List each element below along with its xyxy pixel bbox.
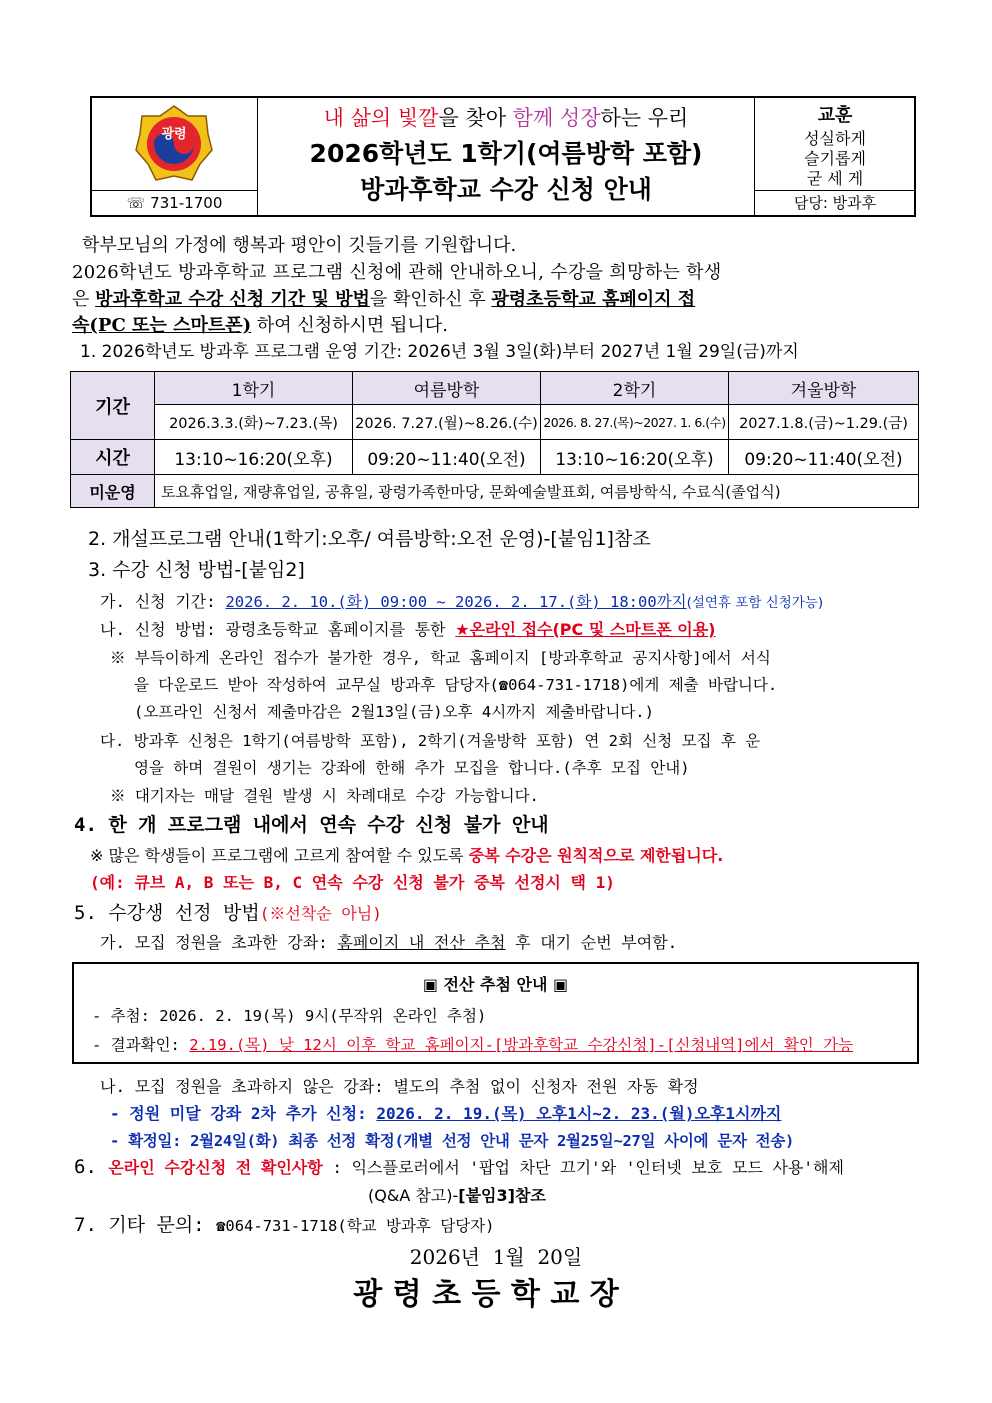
intro-line3-a: 은 <box>72 289 96 310</box>
intro-line3-c: 을 확인하신 후 <box>369 289 492 310</box>
lottery-result <box>92 1035 853 1055</box>
time-header: 시간 <box>71 440 155 475</box>
section6-title: 온라인 수강신청 전 확인사항 <box>108 1158 323 1177</box>
document-date: 2026년 1월 20일 <box>409 1245 583 1269</box>
semester-label: 여름방학 <box>353 372 541 405</box>
title-line2: 방과후학교 수강 신청 안내 <box>360 175 652 204</box>
slogan-part4: 하는 우리 <box>600 106 689 130</box>
slogan-part2: 을 찾아 <box>438 106 513 130</box>
slogan-part1: 내 삶의 빛깔 <box>323 106 439 130</box>
intro-line3 <box>72 290 695 310</box>
recruit-note2: 영을 하며 결원이 생기는 강좌에 한해 추가 모집을 합니다.(추후 모집 안내) <box>134 759 690 777</box>
intro-line1: 학부모님의 가정에 행복과 평안이 깃들기를 기원합니다. <box>82 235 517 256</box>
class-time: 09:20~11:40(오전) <box>729 440 919 475</box>
second-round-label: - 정원 미달 강좌 2차 추가 신청: <box>110 1104 377 1123</box>
over-capacity-lottery: 홈페이지 내 전산 추첨 <box>337 933 506 952</box>
section6-qa: (Q&A 참고)- <box>368 1186 459 1205</box>
off-header: 미운영 <box>71 475 155 508</box>
contact-phone: ☎064-731-1718(학교 방과후 담당자) <box>216 1217 495 1235</box>
recruit-note1: 다. 방과후 신청은 1학기(여름방학 포함), 2학기(겨울방학 포함) 연 2회 신청 모집 후 운 <box>100 732 761 750</box>
over-capacity-label: 가. 모집 정원을 초과한 강좌: <box>100 933 338 952</box>
lottery-result-value: 2.19.(목) 낮 12시 이후 학교 홈페이지-[방과후학교 수강신청]-[신청내역]에서 확인 가능 <box>189 1036 854 1054</box>
section2-heading: 2. 개설프로그램 안내(1학기:오후/ 여름방학:오전 운영)-[붙임1]참조 <box>88 528 651 550</box>
second-round-period: 2026. 2. 19.(목) 오후1시~2. 23.(월)오후1시까지 <box>376 1104 782 1123</box>
section6-number: 6. <box>74 1156 109 1178</box>
intro-line2: 2026학년도 방과후학교 프로그램 신청에 관해 안내하오니, 수강을 희망하는 학생 <box>72 262 722 283</box>
duplicate-note-a: ※ 많은 학생들이 프로그램에 고르게 참여할 수 있도록 <box>90 846 469 865</box>
title-cell <box>258 98 754 215</box>
school-emblem-icon <box>134 104 214 184</box>
signer: 광 령 초 등 학 교 장 <box>353 1277 619 1312</box>
over-capacity-tail: 후 대기 순번 부여함. <box>505 933 678 952</box>
semester-label: 1학기 <box>155 372 353 405</box>
intro-line4-b: 하여 신청하시면 됩니다. <box>251 315 448 336</box>
section4-heading: 4. 한 개 프로그램 내에서 연속 수강 신청 불가 안내 <box>74 814 549 836</box>
section7-heading <box>74 1213 495 1238</box>
semester-label: 겨울방학 <box>729 372 919 405</box>
section6-heading <box>74 1157 844 1178</box>
section7-title: 7. 기타 문의: <box>74 1214 217 1236</box>
period-date: 2026.3.3.(화)~7.23.(목) <box>155 405 353 440</box>
apply-period-note: (설연휴 포함 신청가능) <box>686 595 824 611</box>
lottery-title: ▣ 전산 추첨 안내 ▣ <box>422 975 569 994</box>
motto-line: 굳 세 게 <box>806 169 864 188</box>
apply-period <box>100 592 823 613</box>
lottery-date: - 추첨: 2026. 2. 19(목) 9시(무작위 온라인 추첨) <box>92 1007 487 1025</box>
section5-title: 5. 수강생 선정 방법 <box>74 902 260 924</box>
section6-ref <box>368 1186 546 1206</box>
lottery-result-label: - 결과확인: <box>92 1036 190 1054</box>
duplicate-example: (예: 큐브 A, B 또는 B, C 연속 수강 신청 불가 중복 선정시 택 1) <box>90 873 615 892</box>
semester-label: 2학기 <box>541 372 729 405</box>
apply-period-label: 가. 신청 기간: <box>100 592 226 611</box>
motto-line: 성실하게 <box>804 129 866 148</box>
section1-heading: 1. 2026학년도 방과후 프로그램 운영 기간: 2026년 3월 3일(화)부터 2027년 1월 29일(금)까지 <box>80 342 799 362</box>
lottery-box <box>72 962 919 1064</box>
motto-line: 슬기롭게 <box>804 149 866 168</box>
off-days: 토요휴업일, 재량휴업일, 공휴일, 광령가족한마당, 문화예술발표회, 여름방학식, 수료식(졸업식) <box>155 475 919 508</box>
apply-method-value: ★온라인 접수(PC 및 스마트폰 이용) <box>455 620 716 639</box>
motto-cell <box>754 98 915 190</box>
second-round <box>110 1104 781 1124</box>
class-time: 13:10~16:20(오후) <box>541 440 729 475</box>
section5-heading <box>74 901 382 926</box>
title-line1: 2026학년도 1학기(여름방학 포함) <box>309 139 703 168</box>
duplicate-restricted: 중복 수강은 원칙적으로 제한됩니다. <box>468 846 724 865</box>
class-time: 09:20~11:40(오전) <box>353 440 541 475</box>
period-header: 기간 <box>71 372 155 440</box>
intro-line4 <box>72 316 448 336</box>
slogan <box>258 104 754 132</box>
apply-method <box>100 620 715 640</box>
intro-homepage: 광령초등학교 홈페이지 접 <box>491 289 696 310</box>
under-capacity: 나. 모집 정원을 초과하지 않은 강좌: 별도의 추첨 없이 신청자 전원 자동 확정 <box>100 1077 699 1096</box>
class-time: 13:10~16:20(오후) <box>155 440 353 475</box>
schedule-table <box>70 371 919 508</box>
emblem-text: 광령 <box>161 127 187 142</box>
duplicate-note <box>90 846 723 866</box>
waitlist-note: ※ 대기자는 매달 결원 발생 시 차례대로 수강 가능합니다. <box>110 787 539 805</box>
emblem-cell <box>92 98 258 190</box>
section3-heading: 3. 수강 신청 방법-[붙임2] <box>88 559 305 581</box>
apply-method-label: 나. 신청 방법: 광령초등학교 홈페이지를 통한 <box>100 620 456 639</box>
header-table <box>90 96 916 217</box>
over-capacity <box>100 933 677 953</box>
offline-note1: ※ 부득이하게 온라인 접수가 불가한 경우, 학교 홈페이지 [방과후학교 공지사항]에서 서식 <box>110 649 771 667</box>
apply-period-value: 2026. 2. 10.(화) 09:00 ~ 2026. 2. 17.(화) 18:00까지 <box>225 593 687 611</box>
intro-device: 속(PC 또는 스마트폰) <box>72 315 252 336</box>
confirm-date: - 확정일: 2월24일(화) 최종 선정 확정(개별 선정 안내 문자 2월25일~27일 사이에 문자 전송) <box>110 1132 795 1150</box>
school-phone: ☏ 731-1700 <box>92 190 258 216</box>
slogan-part3: 함께 성장 <box>512 106 601 130</box>
offline-note3: (오프라인 신청서 제출마감은 2월13일(금)오후 4시까지 제출바랍니다.) <box>134 703 654 721</box>
period-date: 2027.1.8.(금)~1.29.(금) <box>729 405 919 440</box>
period-date: 2026. 7.27.(월)~8.26.(수) <box>353 405 541 440</box>
dept-label: 담당: 방과후 <box>754 190 915 216</box>
attachment3-ref: [붙임3]참조 <box>458 1186 546 1205</box>
offline-note2: 을 다운로드 받아 작성하여 교무실 방과후 담당자(☎064-731-1718)에게 제출 바랍니다. <box>134 676 778 694</box>
motto-title: 교훈 <box>817 105 853 126</box>
period-date: 2026. 8. 27.(목)~2027. 1. 6.(수) <box>541 405 729 440</box>
section6-body: : 익스플로러에서 '팝업 차단 끄기'와 '인터넷 보호 모드 사용'해제 <box>322 1158 844 1177</box>
section5-note: (※선착순 아님) <box>259 904 382 923</box>
intro-period-method: 방과후학교 수강 신청 기간 및 방법 <box>95 289 370 310</box>
